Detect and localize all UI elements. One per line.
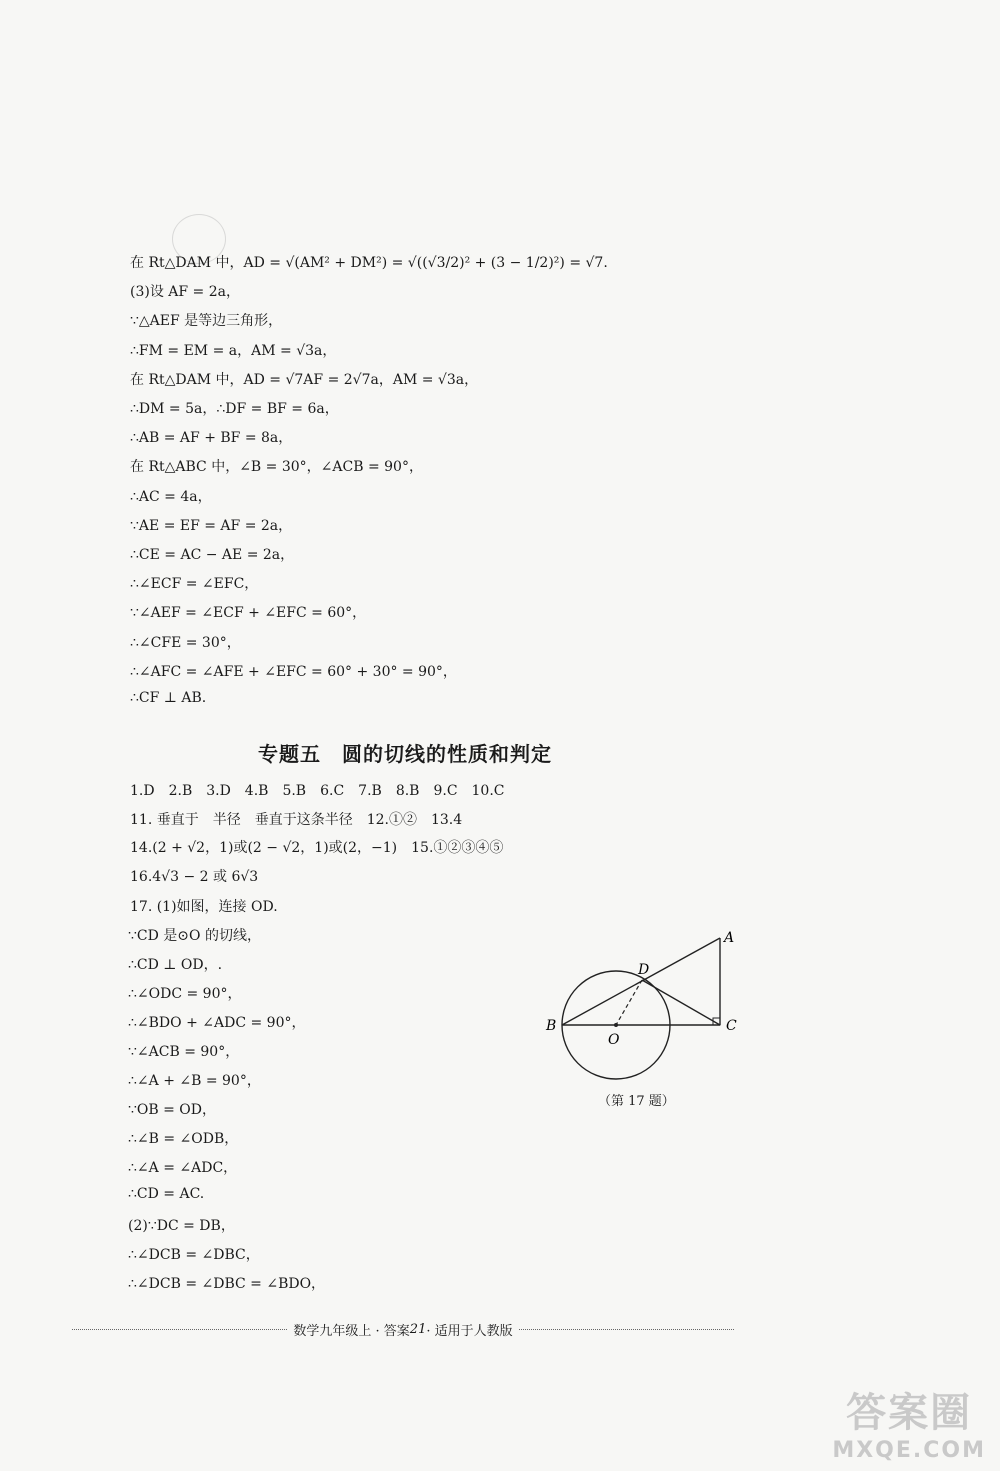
watermark-logo: 答案圈: [846, 1390, 973, 1436]
q17-line: ∴∠A + ∠B = 90°，: [128, 1073, 261, 1089]
footer-dots-right: [519, 1329, 734, 1330]
q17-line: ∴∠BDO + ∠ADC = 90°，: [128, 1015, 306, 1031]
watermark-url: MXQE.COM: [832, 1438, 986, 1463]
label-b: B: [546, 1018, 557, 1034]
label-a: A: [724, 930, 735, 946]
q17-line: ∴CD = AC.: [128, 1186, 205, 1202]
q17-line: ∴∠ODC = 90°，: [128, 986, 242, 1002]
q17-line: ∵CD 是⊙O 的切线，: [128, 928, 261, 944]
q17-line: ∴∠A = ∠ADC，: [128, 1160, 238, 1176]
footer-right-text: · 适用于人教版: [426, 1323, 513, 1339]
solution-line: ∴∠AFC = ∠AFE + ∠EFC = 60° + 30° = 90°，: [130, 663, 457, 680]
solution-line: ∴AC = 4a，: [130, 488, 212, 505]
solution-line: ∴CE = AC − AE = 2a，: [130, 547, 295, 563]
page-footer: [66, 1318, 740, 1340]
section-title: 专题五 圆的切线的性质和判定: [258, 742, 552, 766]
solution-line: 在 Rt△ABC 中，∠B = 30°，∠ACB = 90°，: [130, 459, 423, 476]
center-point: [614, 1023, 618, 1027]
solution-line: ∴∠ECF = ∠EFC，: [130, 576, 259, 593]
label-c: C: [726, 1018, 737, 1034]
solution-line: ∴DM = 5a，∴DF = BF = 6a，: [130, 401, 339, 417]
q17-line: ∵OB = OD，: [128, 1102, 217, 1118]
solution-line: (3)设 AF = 2a，: [130, 284, 240, 301]
answer-line: 11. 垂直于 半径 垂直于这条半径 12.①② 13.4: [130, 811, 463, 828]
solution-line: ∵△AEF 是等边三角形，: [130, 313, 283, 330]
q17-line: ∴∠DCB = ∠DBC = ∠BDO，: [128, 1276, 326, 1292]
label-d: D: [638, 962, 650, 978]
q17-line: ∴∠B = ∠ODB，: [128, 1131, 239, 1147]
solution-line: ∴AB = AF + BF = 8a，: [130, 430, 293, 447]
answer-line: 14.(2 + √2，1)或(2 − √2，1)或(2，−1) 15.①②③④⑤: [130, 840, 504, 856]
solution-line: ∴CF ⊥ AB.: [130, 690, 207, 706]
label-o: O: [608, 1032, 620, 1048]
segment-dc: [642, 980, 720, 1025]
solution-line: ∴∠CFE = 30°，: [130, 634, 241, 651]
solution-line: 在 Rt△DAM 中，AD = √7AF = 2√7a，AM = √3a，: [130, 371, 479, 388]
q17-line: 17. (1)如图，连接 OD.: [130, 899, 278, 915]
segment-od-dashed: [616, 980, 642, 1025]
solution-line: ∵AE = EF = AF = 2a，: [130, 517, 293, 534]
answer-line: 16.4√3 − 2 或 6√3: [130, 868, 259, 885]
q17-line: ∴CD ⊥ OD，.: [128, 957, 223, 973]
figure-17: [538, 922, 748, 1112]
answer-line: 1.D 2.B 3.D 4.B 5.B 6.C 7.B 8.B 9.C 10.C: [130, 783, 505, 799]
footer-page-number: 21: [409, 1321, 427, 1337]
footer-left-text: 数学九年级上 · 答案: [293, 1323, 410, 1339]
solution-line: ∵∠AEF = ∠ECF + ∠EFC = 60°，: [130, 605, 367, 622]
solution-line: ∴FM = EM = a，AM = √3a，: [130, 342, 337, 359]
footer-dots-left: [72, 1329, 287, 1330]
q17-line: (2)∵DC = DB，: [128, 1218, 235, 1234]
figure-caption: （第 17 题）: [598, 1094, 675, 1109]
solution-line: 在 Rt△DAM 中，AD = √(AM² + DM²) = √((√3/2)² + (3 − 1/2)²) = √7.: [130, 255, 608, 271]
q17-line: ∴∠DCB = ∠DBC，: [128, 1247, 260, 1263]
q17-line: ∵∠ACB = 90°，: [128, 1044, 240, 1060]
site-watermark: [832, 1381, 986, 1463]
